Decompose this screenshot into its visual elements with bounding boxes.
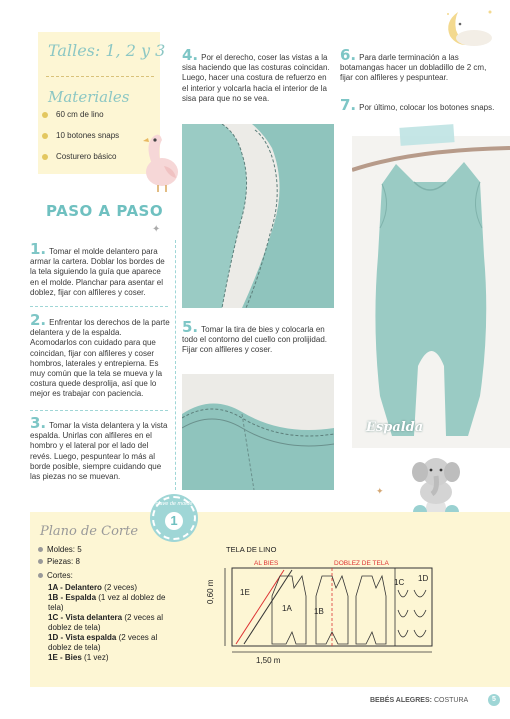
step-4: 4. Por el derecho, coser las vistas a la sisa haciendo que las costuras coincidan. Luego, hacer una costura de refuerzo en el interior y volcarla hacia el interior de la sisa para que no se vea. xyxy=(182,46,330,103)
footer-brand: BEBÉS ALEGRES: xyxy=(370,697,432,704)
plano-item: Piezas: 8 xyxy=(38,557,178,571)
step-6: 6. Para darle terminación a las botamangas hacer un dobladillo de 2 cm, fijar con alfileres y pespuntear. xyxy=(340,46,487,83)
footer-section: COSTURA xyxy=(433,697,469,704)
diagram-label-1d: 1D xyxy=(418,574,429,583)
column-divider xyxy=(175,240,176,490)
diagram-label-1a: 1A xyxy=(282,604,292,613)
photo-caption: Espalda xyxy=(366,420,424,435)
diagram-height: 0,60 m xyxy=(206,579,215,604)
diagram-fabric-label: TELA DE LINO xyxy=(226,545,277,554)
diagram-label-1e: 1E xyxy=(240,588,250,597)
bird-illustration xyxy=(134,124,184,194)
corte-item: 1D - Vista espalda (2 veces al doblez de tela) xyxy=(48,633,158,652)
badge-number: 1 xyxy=(165,512,183,530)
diagram-width: 1,50 m xyxy=(256,656,281,665)
cutting-diagram xyxy=(222,566,442,658)
step-2: 2. Enfrentar los derechos de la parte delantera y de la espalda. Acomodarlos con cuidado para que coincidan, fijar con alfileres y coser hombros, laterales y entrepierna. Es muy común que la tela se mueva y la costura quede desprolija, así que lo mejor es trabajar con paciencia. xyxy=(30,311,170,399)
step-divider xyxy=(30,410,168,411)
corte-item: 1B - Espalda (1 vez al doblez de tela) xyxy=(48,593,166,612)
step-divider xyxy=(30,306,168,307)
photo-armhole xyxy=(182,124,334,308)
step-7: 7. Por último, colocar los botones snaps. xyxy=(340,96,495,114)
material-item: Costurero básico xyxy=(42,152,119,173)
diagram-doblez: DOBLEZ DE TELA xyxy=(334,560,389,567)
corte-item: 1C - Vista delantera (2 veces al doblez de tela) xyxy=(48,613,164,632)
plano-title: Plano de Corte xyxy=(40,524,139,539)
step-1: 1. Tomar el molde delantero para armar la cartera. Doblar los bordes de la tela siguiendo la guía que aparece en el molde. Planchar para asentar el doblez, fijar con alfileres y coser. xyxy=(30,240,165,297)
sparkle-icon: ✦ xyxy=(152,224,161,235)
diagram-label-1c: 1C xyxy=(394,578,405,587)
divider xyxy=(46,76,154,77)
step-3: 3. Tomar la vista delantera y la vista espalda. Unirlas con alfileres en el hombro y el lateral por el lado del revés. Luego, pespuntear lo más al borde posible, siempre cuidando que las piezas no se muevan. xyxy=(30,414,168,482)
materials-title: Materiales xyxy=(48,88,130,106)
plano-list xyxy=(38,545,178,663)
sizes-title: Talles: 1, 2 y 3 xyxy=(48,41,166,60)
materials-list xyxy=(42,110,119,173)
diagram-al-bies: AL BIES xyxy=(254,560,279,567)
photo-garment-back xyxy=(352,136,510,448)
plano-item: Cortes: xyxy=(38,571,178,583)
corte-item: 1A - Delantero (2 veces) xyxy=(48,583,138,592)
page-number: 5 xyxy=(488,694,500,706)
washi-tape xyxy=(399,124,454,146)
badge-label: clave de molde xyxy=(155,501,193,507)
step-5: 5. Tomar la tira de bies y colocarla en todo el contorno del cuello con prolijidad. Fijar con alfileres y coser. xyxy=(182,318,327,355)
plano-item: Moldes: 5 xyxy=(38,545,178,557)
photo-neckline xyxy=(182,374,334,490)
paso-title: PASO A PASO xyxy=(46,202,164,220)
diagram-label-1b: 1B xyxy=(314,607,324,616)
footer xyxy=(370,697,468,704)
material-item: 60 cm de lino xyxy=(42,110,119,131)
material-item: 10 botones snaps xyxy=(42,131,119,152)
sparkle-icon: ✦ xyxy=(376,486,384,496)
corte-item: 1E - Bies (1 vez) xyxy=(48,653,109,662)
moon-illustration xyxy=(440,6,500,50)
